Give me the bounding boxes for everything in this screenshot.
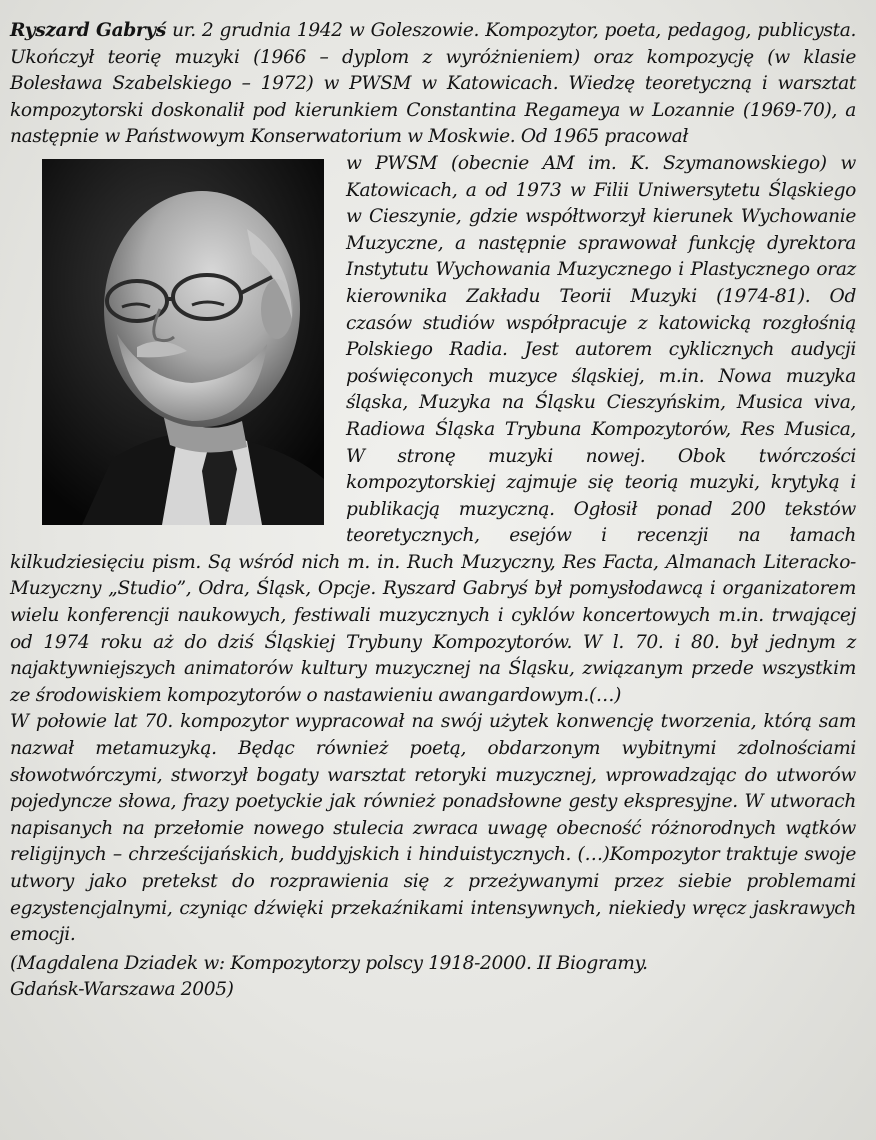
composer-portrait-photo <box>42 159 324 525</box>
composer-name: Ryszard Gabryś <box>10 20 166 41</box>
source-line-2: Gdańsk-Warszawa 2005) <box>10 979 234 1001</box>
wrapped-paragraph: w PWSM (obecnie AM im. K. Szymanowskiego) w Katowicach, a od 1973 w Filii Uniwersytetu Śląskiego w Cieszynie, gdzie współtworzył kierunek Wychowanie Muzyczne, a następnie sprawował funkcję dyrektora Instytutu Wychowania Muzycznego i Plastycznego oraz kierownika Zakładu Teorii Muzyki (1974-81). Od czasów studiów współpracuje z katowicką rozgłośnią Polskiego Radia. Jest autorem cyklicznych audycji poświęconych muzyce śląskiej, m.in. Nowa muzyka śląska, Muzyka na Śląsku Cieszyńskim, Musica viva, Radiowa Śląska Trybuna Kompozytorów, Res Musica, W stronę muzyki nowej. Obok twórczości kompozytorskiej zajmuje się teorią muzyki, krytyką i publikacją muzyczną. Ogłosił ponad 200 tekstów teoretycznych, esejów i recenzji na łamach kilkudziesięciu pism. Są wśród nich m. in. Ruch Muzyczny, Res Facta, Almanach Literacko-Muzyczny „Studio”, Odra, Śląsk, Opcje. Ryszard Gabryś był pomysłodawcą i organizatorem wielu konferencji naukowych, festiwali muzycznych i cyklów koncertowych m.in. trwającej od 1974 roku aż do dziś Śląskiej Trybuny Kompozytorów. W l. 70. i 80. był jednym z najaktywniejszych animatorów kultury muzycznej na Śląsku, związanym przede wszystkim ze środowiskiem kompozytorów o nastawieniu awangardowym.(…) <box>10 152 856 706</box>
portrait-illustration <box>42 159 324 525</box>
intro-paragraph <box>10 18 856 151</box>
second-paragraph: W połowie lat 70. kompozytor wypracował na swój użytek konwencję tworzenia, którą sam nazwał metamuzyką. Będąc również poetą, obdarzonym wybitnymi zdolnościami słowotwórczymi, stworzył bogaty warsztat retoryki muzycznej, wprowadzając do utworów pojedyncze słowa, frazy poetyckie jak również ponadsłowne gesty ekspresyjne. W utworach napisanych na przełomie nowego stulecia zwraca uwagę obecność różnorodnych wątków religijnych – chrześcijańskich, buddyjskich i hinduistycznych. (…)Kompozytor traktuje swoje utwory jako pretekst do rozprawienia się z przeżywanymi przez siebie problemami egzystencjalnymi, czyniąc dźwięki przekaźnikami intensywnych, niekiedy wręcz jaskrawych emocji. <box>10 711 856 946</box>
biography-page <box>10 18 856 1004</box>
source-line-1: (Magdalena Dziadek w: Kompozytorzy polscy 1918-2000. II Biogramy. <box>10 952 648 974</box>
intro-text: ur. 2 grudnia 1942 w Goleszowie. Kompozytor, poeta, pedagog, publicysta. Ukończył teorię muzyki (1966 – dyplom z wyróżnieniem) oraz kompozycję (w klasie Bolesława Szabelskiego – 1972) w PWSM w Katowicach. Wiedzę teoretyczną i warsztat kompozytorski doskonalił pod kierunkiem Constantina Regameya w Lozannie (1969-70), a następnie w Państwowym Konserwatorium w Moskwie. Od 1965 pracował <box>10 20 857 148</box>
source-citation <box>10 951 856 1004</box>
